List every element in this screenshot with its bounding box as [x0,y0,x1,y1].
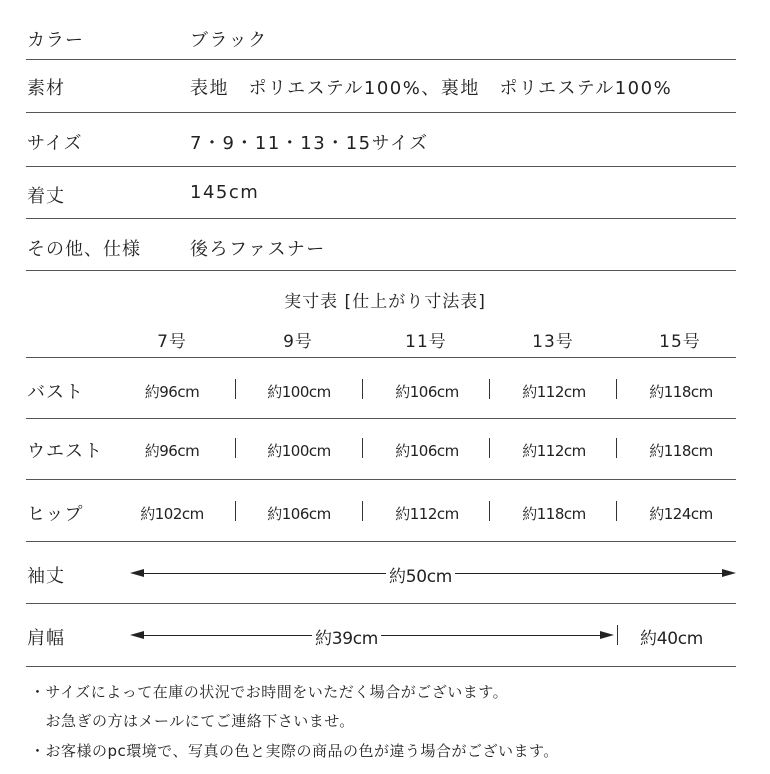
column-separator [235,379,236,399]
table-cell: 約100cm [267,383,331,401]
column-separator [616,438,617,458]
column-separator [489,438,490,458]
column-separator [489,379,490,399]
column-separator [489,501,490,521]
note-line: お急ぎの方はメールにてご連絡下さいませ。 [30,712,355,730]
note-line: ・サイズによって在庫の状況でお時間をいただく場合がございます。 [30,683,509,701]
table-cell: 約96cm [144,442,200,460]
spec-value-other: 後ろファスナー [190,239,326,260]
column-header-7: 7号 [157,332,187,352]
column-separator [616,501,617,521]
column-separator [616,379,617,399]
divider [26,270,736,271]
divider [26,166,736,167]
spec-value-material: 表地 ポリエステル100%、裏地 ポリエステル100% [190,78,673,99]
column-separator [235,438,236,458]
table-cell: 約96cm [144,383,200,401]
divider [26,112,736,113]
table-cell: 約124cm [649,505,713,523]
row-label-shoulder: 肩幅 [27,628,65,649]
table-cell: 約100cm [267,442,331,460]
row-label-hip: ヒップ [27,504,84,525]
arrow-right-icon [722,569,736,577]
shoulder-value-15: 約40cm [640,629,704,649]
table-cell: 約106cm [267,505,331,523]
table-cell: 約106cm [395,442,459,460]
divider [26,603,736,604]
table-cell: 約118cm [649,383,713,401]
sleeve-value: 約50cm [386,562,455,587]
spec-value-size: 7・9・11・13・15サイズ [190,133,429,154]
column-separator [617,625,618,645]
column-header-15: 15号 [659,332,701,352]
divider [26,418,736,419]
divider [26,357,736,358]
column-header-13: 13号 [532,332,574,352]
arrow-right-icon [600,631,614,639]
divider [26,59,736,60]
table-cell: 約112cm [522,442,586,460]
column-header-9: 9号 [283,332,313,352]
table-cell: 約102cm [140,505,204,523]
table-cell: 約118cm [649,442,713,460]
size-chart-title: 実寸表 [仕上がり寸法表] [284,292,486,312]
table-cell: 約106cm [395,383,459,401]
spec-label-other: その他、仕様 [27,239,141,260]
column-separator [362,379,363,399]
note-line: ・お客様のpc環境で、写真の色と実際の商品の色が違う場合がございます。 [30,742,559,760]
table-cell: 約118cm [522,505,586,523]
column-separator [362,438,363,458]
spec-value-color: ブラック [190,30,268,51]
column-separator [362,501,363,521]
column-separator [235,501,236,521]
spec-label-color: カラー [27,30,84,51]
row-label-bust: バスト [27,382,84,403]
row-label-waist: ウエスト [27,441,103,462]
table-cell: 約112cm [522,383,586,401]
spec-label-length: 着丈 [27,186,65,207]
row-label-sleeve: 袖丈 [27,566,65,587]
divider [26,479,736,480]
spec-value-length: 145cm [190,182,260,203]
divider [26,666,736,667]
shoulder-value: 約39cm [312,624,381,649]
divider [26,541,736,542]
spec-label-size: サイズ [27,133,83,154]
column-header-11: 11号 [405,332,447,352]
divider [26,218,736,219]
spec-label-material: 素材 [27,78,65,99]
table-cell: 約112cm [395,505,459,523]
